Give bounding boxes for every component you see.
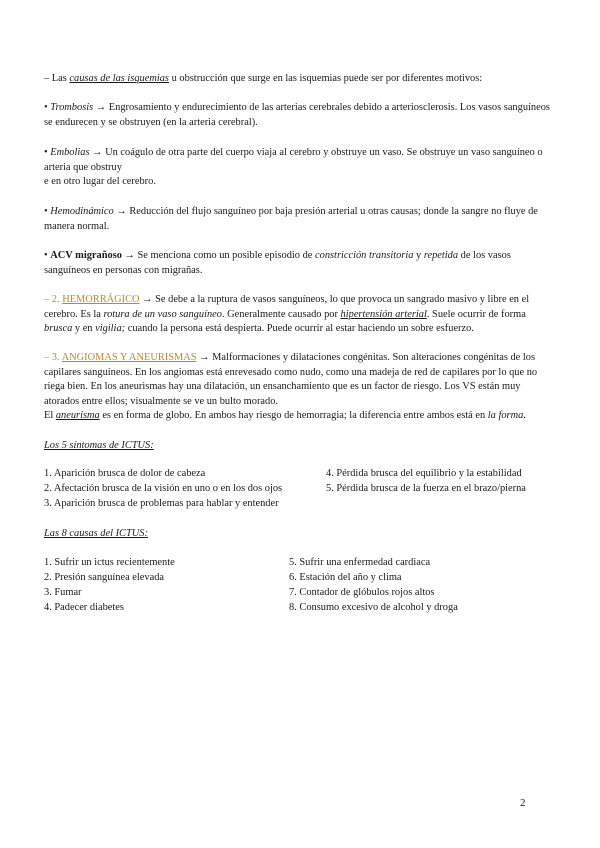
section-italic: brusca <box>44 323 73 334</box>
bullet: • <box>44 206 51 217</box>
list-item: 5. Pérdida brusca de la fuerza en el brazo/pierna <box>326 483 526 494</box>
risk-left-list <box>44 556 175 616</box>
cause-term: Trombosis <box>50 102 94 113</box>
list-item: 4. Padecer diabetes <box>44 602 124 613</box>
section-italic: la forma <box>487 410 524 421</box>
cause-text: y <box>413 250 424 261</box>
hipertension-link[interactable]: hipertensión arterial <box>340 308 427 320</box>
cause-italic: repetida <box>423 250 459 261</box>
intro-prefix: – Las <box>44 73 70 84</box>
section-title[interactable]: ANGIOMAS Y ANEURISMAS <box>61 352 197 363</box>
aneurisma-link[interactable]: aneurisma <box>55 410 100 421</box>
list-item: 3. Fumar <box>44 587 82 598</box>
risk-right-list <box>289 556 458 616</box>
cause-text: de los vasos sanguíneos en personas con migrañas. <box>44 250 511 276</box>
section-title[interactable]: HEMORRÁGICO <box>62 294 140 305</box>
cause-text-continuation: e en otro lugar del cerebro. <box>44 176 156 187</box>
isquemias-link[interactable]: causas de las isquemias <box>69 73 169 84</box>
list-item: 4. Pérdida brusca del equilibrio y la estabilidad <box>326 468 522 479</box>
section-text: cuando la persona está despierta. Puede ocurrir al estar haciendo un sobre esfuerzo. <box>125 323 474 334</box>
section-text: . Suele ocurrir de forma <box>426 308 526 320</box>
bullet: • <box>44 250 51 261</box>
cause-trombosis <box>44 101 556 130</box>
risk-heading: Las 8 causas del ICTUS: <box>44 528 148 539</box>
arrow-icon: → <box>93 102 109 113</box>
list-item: 1. Sufrir un ictus recientemente <box>44 557 175 568</box>
list-item: 8. Consumo excesivo de alcohol y droga <box>289 602 458 613</box>
arrow-icon: → <box>196 352 213 363</box>
cause-term: ACV migrañoso <box>50 250 122 261</box>
symptoms-right-list <box>326 467 526 497</box>
cause-text: Se menciona como un posible episodio de <box>137 250 316 261</box>
page-number: 2 <box>520 797 526 809</box>
arrow-icon: → <box>139 294 156 305</box>
section-number: – 2. <box>44 294 63 305</box>
list-item: 3. Aparición brusca de problemas para hablar y entender <box>44 498 279 509</box>
cause-text: Reducción del flujo sanguíneo por baja presión arterial u otras causas; donde la sangre no fluye de manera normal. <box>44 206 538 232</box>
list-item: 7. Contador de glóbulos rojos altos <box>289 587 435 598</box>
bullet: • <box>44 147 51 158</box>
arrow-icon: → <box>113 206 130 217</box>
list-item: 2. Afectación brusca de la visión en uno o en los dos ojos <box>44 483 283 494</box>
symptoms-left-list <box>44 467 282 512</box>
section-angiomas <box>44 351 556 424</box>
section-text: Se debe a la ruptura de vasos sanguíneos, lo que provoca un sangrado masivo y libre en el cerebro. Es la <box>44 294 530 320</box>
section-italic: rotura de un vaso sanguíneo <box>103 308 222 320</box>
symptoms-heading: Los 5 síntomas de ICTUS: <box>44 440 154 451</box>
list-item: 2. Presión sanguínea elevada <box>44 572 165 583</box>
cause-term: Hemodinámico <box>50 206 114 217</box>
arrow-icon: → <box>121 250 138 261</box>
cause-hemodinamico <box>44 205 556 234</box>
intro-suffix: u obstrucción que surge en las isquemias puede ser por diferentes motivos: <box>168 73 483 84</box>
cause-acv-migranoso <box>44 249 556 278</box>
arrow-icon: → <box>89 147 106 158</box>
cause-term: Embolias <box>50 147 90 158</box>
bullet: • <box>44 102 51 113</box>
section-hemorragico <box>44 293 556 337</box>
section-text: . Generalmente causado por <box>221 308 341 320</box>
cause-text: Un coágulo de otra parte del cuerpo viaja al cerebro y obstruye un vaso. Se obstruye un vaso sanguíneo o arteria que obstruy <box>44 147 543 173</box>
section-text: y en <box>72 323 96 334</box>
cause-embolias <box>44 146 556 190</box>
section-text: es en forma de globo. En ambos hay riesgo de hemorragia; la diferencia entre ambos está en <box>99 410 488 421</box>
section-number: – 3. <box>44 352 62 363</box>
list-item: 1. Aparición brusca de dolor de cabeza <box>44 468 206 479</box>
section-text: Malformaciones y dilataciones congénitas. Son alteraciones congénitas de los capilares sanguíneos. En los angiomas está enrevesado como nudo, como una madeja de red de capilares por lo que no riega bien. En los aneurismas hay una dilatación, un ensanchamiento que es un factor de riesgo. Los VS están muy atorados entre ellos; visualmente se ve un bulto morado. <box>44 352 538 407</box>
list-item: 6. Estación del año y clima <box>289 572 402 583</box>
section-italic: vigilia; <box>95 323 126 334</box>
section-text: . <box>523 410 526 421</box>
cause-text: Engrosamiento y endurecimiento de las arterias cerebrales debido a arteriosclerosis. Los vasos sanguíneos se endurecen y se obstruyen (en la arteria cerebral). <box>44 102 550 128</box>
intro-paragraph <box>44 72 556 87</box>
cause-italic: constricción transitoria <box>315 250 414 261</box>
section-text: El <box>44 410 56 421</box>
list-item: 5. Sufrir una enfermedad cardiaca <box>289 557 431 568</box>
